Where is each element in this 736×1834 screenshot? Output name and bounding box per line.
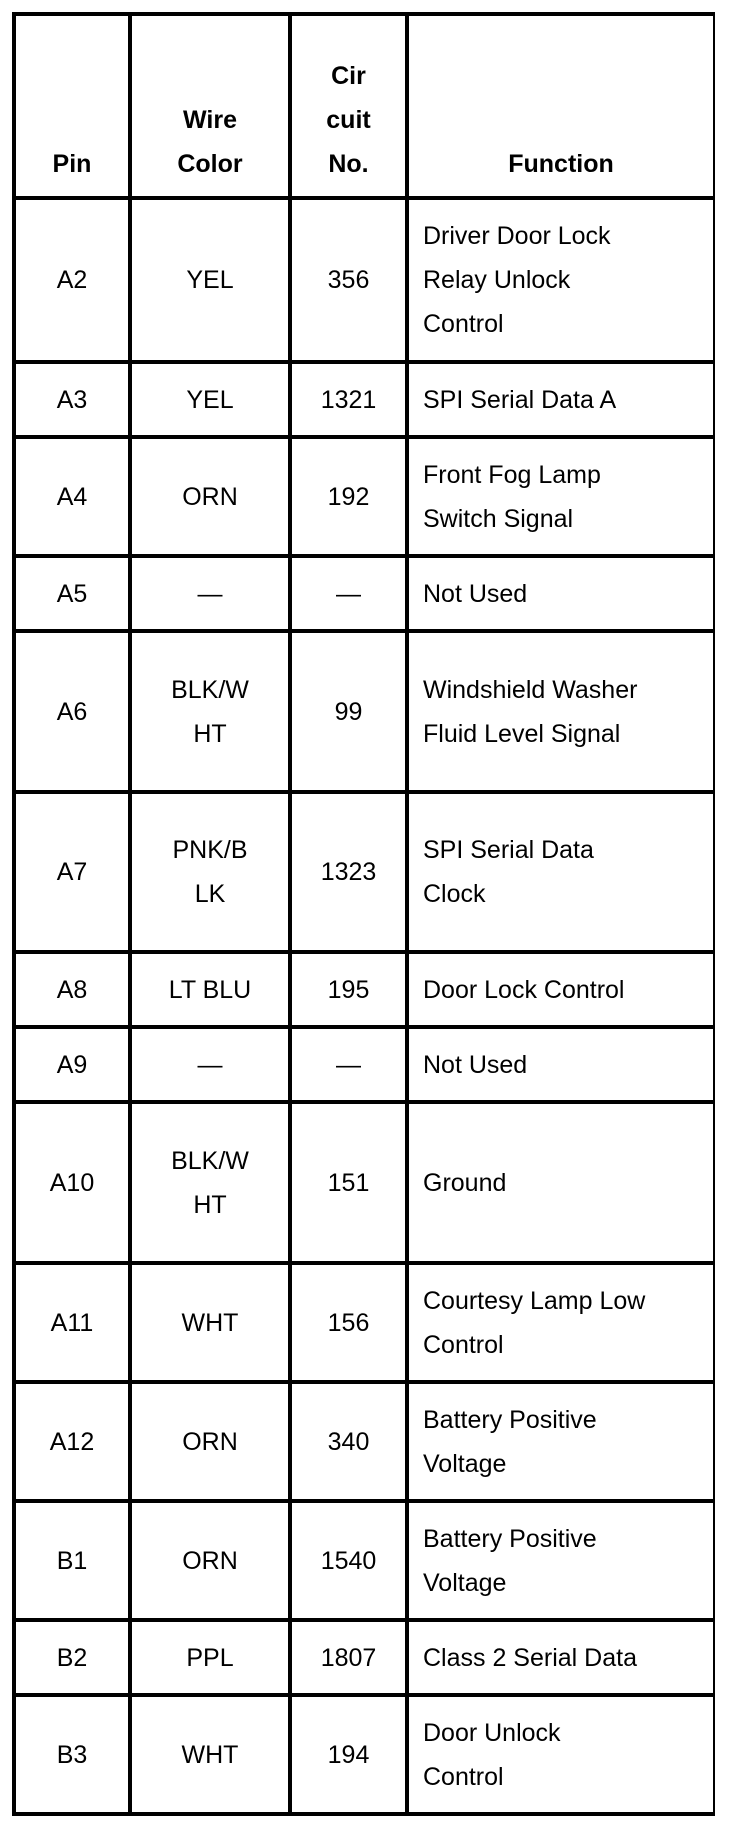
pin-cell-text: B1: [56, 1546, 88, 1575]
function-cell-text: Not Used: [423, 579, 528, 608]
header-pin: [14, 14, 130, 198]
pin-cell: [14, 198, 130, 362]
function-cell: [407, 792, 714, 952]
circuit-cell-text: —: [336, 579, 361, 608]
wire-color-cell-text: BLK/W: [171, 1146, 249, 1175]
circuit-cell-text: 1321: [320, 385, 377, 414]
header-wire-color: [130, 14, 290, 198]
circuit-cell-text: 340: [327, 1427, 370, 1456]
table-row: [14, 1620, 714, 1695]
function-cell-text: SPI Serial Data: [423, 836, 594, 864]
pin-cell: [14, 1102, 130, 1263]
function-cell-text: Door Lock Control: [423, 975, 625, 1004]
wire-color-cell: [130, 1102, 290, 1263]
circuit-cell: [290, 198, 407, 362]
wire-color-cell: [130, 437, 290, 556]
function-cell-text: Voltage: [423, 1449, 507, 1478]
table-row: [14, 631, 714, 792]
circuit-cell: [290, 1263, 407, 1382]
pin-cell-text: A2: [56, 266, 88, 294]
function-cell-text: Battery Positive: [423, 1405, 597, 1434]
pin-cell: [14, 1027, 130, 1102]
function-cell-text: Relay Unlock: [423, 266, 571, 294]
circuit-cell: [290, 952, 407, 1027]
function-cell-text: Windshield Washer: [423, 675, 638, 704]
wire-color-cell: [130, 1382, 290, 1501]
pin-cell-text: A6: [56, 697, 88, 726]
header-line: No.: [328, 150, 369, 178]
wire-color-cell: [130, 792, 290, 952]
function-cell: [407, 1382, 714, 1501]
circuit-cell: [290, 1620, 407, 1695]
function-cell-text: Voltage: [423, 1568, 507, 1597]
function-cell: [407, 362, 714, 437]
function-cell-text: Fluid Level Signal: [423, 719, 621, 748]
wire-color-cell-text: LK: [194, 880, 226, 908]
table-row: [14, 1382, 714, 1501]
pin-cell-text: A3: [56, 385, 88, 414]
function-cell: [407, 1263, 714, 1382]
pin-cell-text: A7: [56, 858, 88, 886]
header-line: Function: [508, 150, 614, 178]
pin-cell: [14, 1263, 130, 1382]
wire-color-cell-text: —: [197, 579, 223, 608]
wire-color-cell: [130, 198, 290, 362]
wire-color-cell-text: ORN: [182, 1427, 238, 1456]
circuit-cell-text: 1323: [320, 858, 377, 886]
pin-cell-text: A9: [56, 1050, 88, 1079]
wire-color-cell-text: ORN: [182, 482, 238, 511]
function-cell: [407, 556, 714, 631]
table-row: [14, 198, 714, 362]
pin-cell-text: A10: [49, 1168, 95, 1197]
function-cell: [407, 198, 714, 362]
circuit-cell: [290, 1695, 407, 1814]
function-cell-text: Driver Door Lock: [423, 222, 611, 250]
wire-color-cell-text: WHT: [181, 1308, 239, 1337]
header-line: Pin: [52, 150, 92, 178]
wire-color-cell-text: WHT: [181, 1740, 239, 1769]
wire-color-cell-text: HT: [193, 719, 227, 748]
function-cell: [407, 1027, 714, 1102]
wire-color-cell: [130, 1620, 290, 1695]
pin-cell-text: B3: [56, 1740, 88, 1769]
circuit-cell-text: 99: [334, 697, 363, 726]
table-row: [14, 556, 714, 631]
function-cell-text: Control: [423, 1762, 504, 1791]
function-cell: [407, 1102, 714, 1263]
pin-cell: [14, 1695, 130, 1814]
function-cell-text: Control: [423, 1330, 504, 1359]
circuit-cell-text: 194: [327, 1740, 370, 1769]
connector-pinout-table: [12, 12, 715, 1816]
pin-cell-text: B2: [56, 1643, 88, 1672]
circuit-cell: [290, 1102, 407, 1263]
function-cell-text: Not Used: [423, 1050, 528, 1079]
wire-color-cell-text: HT: [193, 1190, 227, 1219]
function-cell: [407, 1695, 714, 1814]
circuit-cell-text: 192: [327, 482, 370, 511]
circuit-cell: [290, 556, 407, 631]
circuit-cell-text: 1807: [320, 1643, 377, 1672]
table-row: [14, 1102, 714, 1263]
pin-cell-text: A8: [56, 975, 88, 1004]
pin-cell-text: A4: [56, 482, 88, 511]
table-row: [14, 952, 714, 1027]
function-cell-text: Switch Signal: [423, 504, 574, 533]
pin-cell: [14, 362, 130, 437]
pin-cell: [14, 1501, 130, 1620]
function-cell-text: Door Unlock: [423, 1718, 561, 1747]
table-row: [14, 1501, 714, 1620]
function-cell-text: Control: [423, 310, 504, 338]
wire-color-cell: [130, 1027, 290, 1102]
wire-color-cell: [130, 952, 290, 1027]
wire-color-cell-text: BLK/W: [171, 675, 249, 704]
header-circuit-no: [290, 14, 407, 198]
wire-color-cell: [130, 556, 290, 631]
pin-cell: [14, 631, 130, 792]
circuit-cell-text: 195: [327, 975, 370, 1004]
table-row: [14, 792, 714, 952]
wire-color-cell-text: YEL: [186, 266, 234, 294]
pin-cell: [14, 952, 130, 1027]
function-cell-text: Clock: [423, 880, 486, 908]
circuit-cell: [290, 1501, 407, 1620]
header-line: Cir: [331, 62, 366, 90]
wire-color-cell: [130, 1263, 290, 1382]
function-cell-text: Class 2 Serial Data: [423, 1643, 637, 1672]
pin-cell-text: A11: [50, 1308, 94, 1337]
wire-color-cell-text: —: [197, 1050, 223, 1079]
function-cell: [407, 631, 714, 792]
header-row: [14, 14, 714, 198]
circuit-cell-text: 151: [327, 1168, 370, 1197]
header-function: [407, 14, 714, 198]
circuit-cell: [290, 792, 407, 952]
circuit-cell: [290, 631, 407, 792]
header-line: cuit: [326, 106, 371, 134]
circuit-cell-text: 356: [327, 266, 370, 294]
function-cell-text: Courtesy Lamp Low: [423, 1286, 646, 1315]
function-cell: [407, 952, 714, 1027]
wire-color-cell: [130, 631, 290, 792]
pin-cell: [14, 792, 130, 952]
circuit-cell: [290, 437, 407, 556]
circuit-cell-text: 156: [327, 1308, 370, 1337]
table-row: [14, 362, 714, 437]
function-cell-text: Ground: [423, 1168, 507, 1197]
function-cell-text: SPI Serial Data A: [423, 385, 617, 414]
wire-color-cell-text: ORN: [182, 1546, 238, 1575]
circuit-cell-text: —: [336, 1050, 361, 1079]
function-cell-text: Battery Positive: [423, 1524, 597, 1553]
table-row: [14, 1695, 714, 1814]
circuit-cell: [290, 1027, 407, 1102]
function-cell: [407, 1620, 714, 1695]
function-cell: [407, 1501, 714, 1620]
wire-color-cell-text: YEL: [186, 385, 234, 414]
wire-color-cell: [130, 1501, 290, 1620]
pin-cell: [14, 556, 130, 631]
table-row: [14, 437, 714, 556]
table-row: [14, 1027, 714, 1102]
header-line: Wire: [183, 106, 237, 134]
circuit-cell: [290, 362, 407, 437]
header-line: Color: [177, 150, 243, 178]
function-cell: [407, 437, 714, 556]
pin-cell-text: A5: [56, 579, 88, 608]
circuit-cell: [290, 1382, 407, 1501]
pin-cell: [14, 1620, 130, 1695]
pin-cell: [14, 1382, 130, 1501]
wire-color-cell-text: PNK/B: [172, 836, 248, 864]
function-cell-text: Front Fog Lamp: [423, 460, 601, 489]
circuit-cell-text: 1540: [320, 1546, 377, 1575]
pin-cell-text: A12: [49, 1427, 95, 1456]
wire-color-cell: [130, 362, 290, 437]
pin-cell: [14, 437, 130, 556]
wire-color-cell: [130, 1695, 290, 1814]
wire-color-cell-text: PPL: [186, 1643, 234, 1672]
table-row: [14, 1263, 714, 1382]
wire-color-cell-text: LT BLU: [168, 975, 252, 1004]
